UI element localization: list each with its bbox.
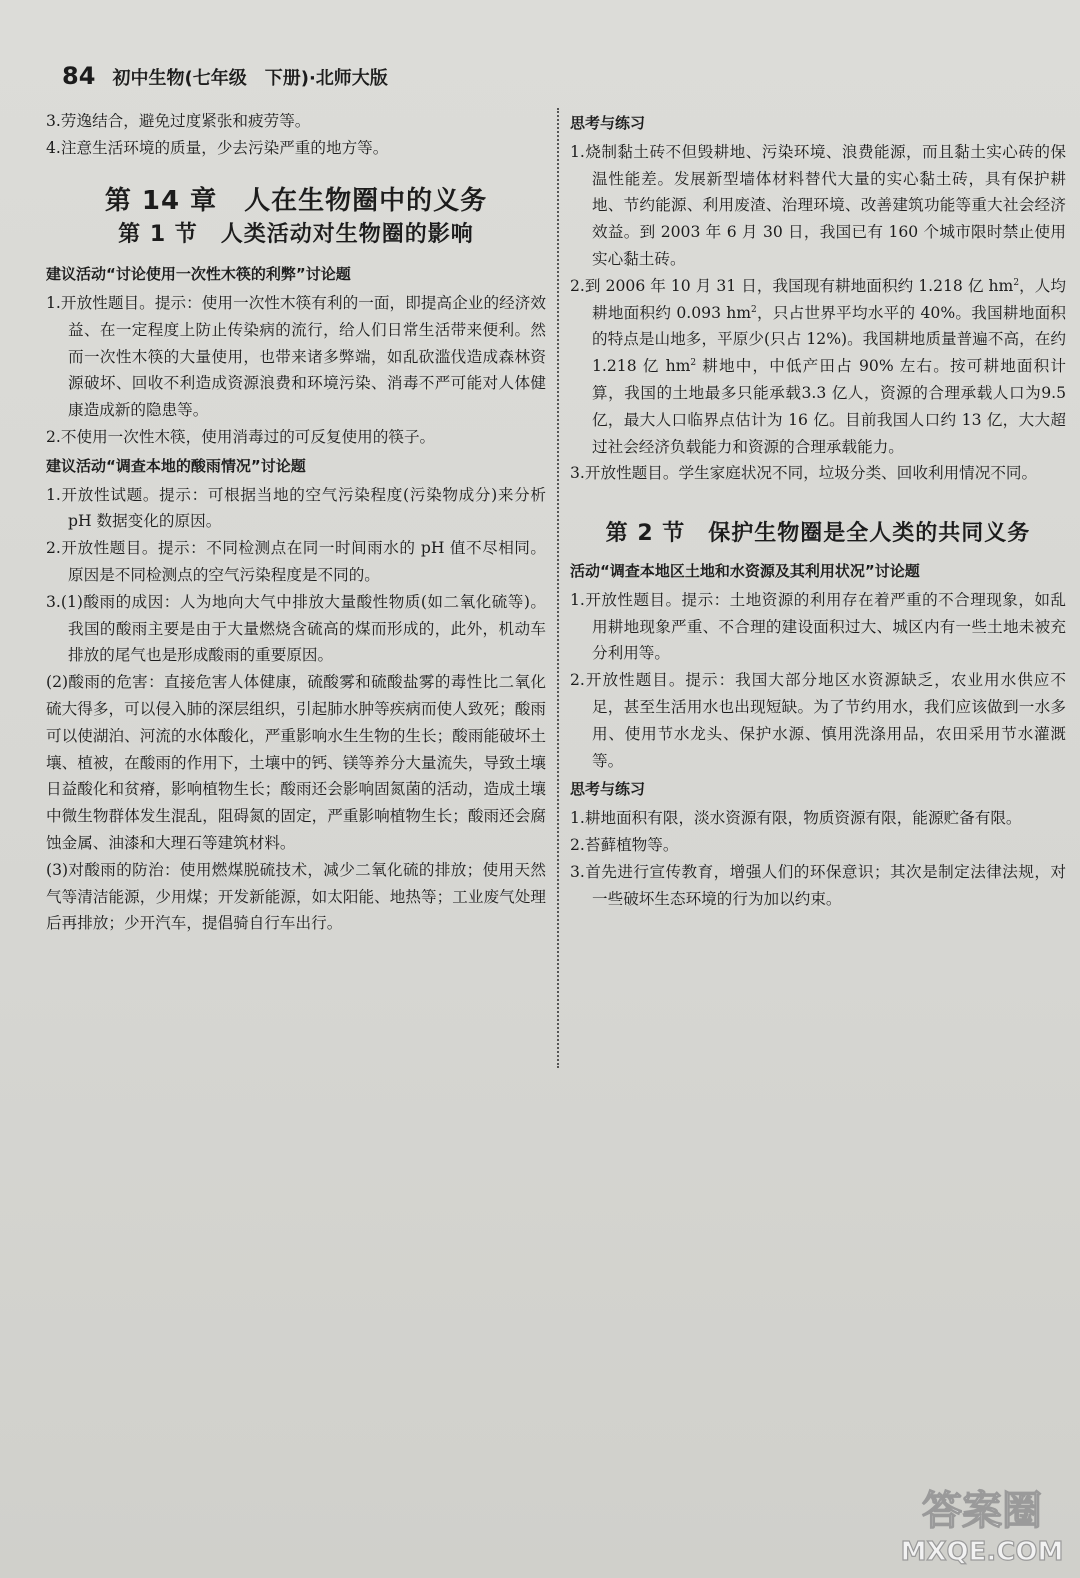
answer-item: 2.不使用一次性木筷，使用消毒过的可反复使用的筷子。: [46, 427, 436, 446]
section-title: 第 2 节 保护生物圈是全人类的共同义务: [605, 521, 1031, 547]
answer-item: 3.(1)酸雨的成因：人为地向大气中排放大量酸性物质(如二氧化硫等)。我国的酸雨主要是由于大量燃烧含硫高的煤而形成的，此外，机动车排放的尾气也是形成酸雨的重要原因。: [46, 592, 546, 665]
practice-heading: 思考与练习: [570, 780, 646, 799]
intro-item: 3.劳逸结合，避免过度紧张和疲劳等。: [46, 112, 311, 130]
answer-item: 1.烧制黏土砖不但毁耕地、污染环境、浪费能源，而且黏土实心砖的保温性能差。发展新型墙体材料替代大量的实心黏土砖，具有保护耕地、节约能源、利用废渣、治理环境、改善建筑功能等重大社会经济效益。到 2003 年 6 月 30 日，我国已有 160 个城市限时禁止使用实心黏土砖。: [570, 142, 1066, 268]
chapter-title: 第 14 章 人在生物圈中的义务: [104, 185, 488, 216]
answer-text: 耕地中，中低产田占 90% 左右。按可耕地面积计算，我国的土地最多只能承载3.3 亿人，资源的合理承载人口为9.5 亿，最大人口临界点估计为 16 亿。目前我国人口约 13 亿，大大超过社会经济负载能力和资源的合理承载能力。: [592, 357, 1067, 456]
section-title: 第 1 节 人类活动对生物圈的影响: [118, 222, 474, 248]
watermark-top: 答案圈: [922, 1488, 1042, 1534]
answer-item: 1.耕地面积有限，淡水资源有限，物质资源有限，能源贮备有限。: [570, 809, 1022, 828]
superscript: 2: [751, 304, 757, 315]
superscript: 2: [690, 357, 697, 368]
activity-heading: 活动“调查本地区土地和水资源及其利用状况”讨论题: [570, 561, 920, 580]
answer-item: 2.开放性题目。提示：我国大部分地区水资源缺乏，农业用水供应不足，甚至生活用水也出现短缺。为了节约用水，我们应该做到一水多用、使用节水龙头、保护水源、慎用洗涤用品，农田采用节水灌溉等。: [570, 671, 1066, 770]
practice-heading: 思考与练习: [570, 114, 646, 132]
answer-text: ，只占世界平均水平的 40%。我国耕地面积的特点是山地多，平原少(只占 12%)。我国耕地质量普遍不高，在约 1.218 亿 hm: [592, 303, 1066, 376]
answer-subitem: (2)酸雨的危害：直接危害人体健康，硫酸雾和硫酸盐雾的毒性比二氧化硫大得多，可以侵入肺的深层组织，引起肺水肿等疾病而使人致死；酸雨可以使湖泊、河流的水体酸化，严重影响水生生物的生长；酸雨能破坏土壤、植被，在酸雨的作用下，土壤中的钙、镁等养分大量流失，导致土壤日益酸化和贫瘠，影响植物生长；酸雨还会影响固氮菌的活动，造成土壤中微生物群体发生混乱，阻碍氮的固定，严重影响植物生长；酸雨还会腐蚀金属、油漆和大理石等建筑材料。: [46, 673, 546, 852]
answer-item: 2.苔藓植物等。: [570, 835, 679, 854]
activity-heading: 建议活动“调查本地的酸雨情况”讨论题: [46, 456, 306, 475]
watermark-logo: [898, 1470, 1066, 1570]
page-number: 84: [62, 62, 96, 90]
page-header: [62, 62, 388, 90]
column-divider: [557, 108, 559, 1068]
answer-text: 2.到 2006 年 10 月 31 日，我国现有耕地面积约 1.218 亿 hm: [570, 276, 1014, 295]
left-column: [46, 108, 546, 937]
superscript: 2: [1013, 277, 1020, 288]
answer-item: [570, 273, 1066, 461]
activity-heading: 建议活动“讨论使用一次性木筷的利弊”讨论题: [46, 265, 351, 284]
watermark-bottom: MXQE.COM: [900, 1537, 1064, 1567]
answer-item: 1.开放性试题。提示：可根据当地的空气污染程度(污染物成分)来分析 pH 数据变化的原因。: [46, 485, 546, 531]
answer-item: 1.开放性题目。提示：土地资源的利用存在着严重的不合理现象，如乱用耕地现象严重、不合理的建设面积过大、城区内有一些土地未被充分利用等。: [570, 590, 1066, 663]
book-title: 初中生物(七年级 下册)·北师大版: [112, 68, 388, 89]
answer-item: 3.首先进行宣传教育，增强人们的环保意识；其次是制定法律法规，对一些破坏生态环境的行为加以约束。: [570, 862, 1066, 908]
answer-item: 2.开放性题目。提示：不同检测点在同一时间雨水的 pH 值不尽相同。原因是不同检测点的空气污染程度是不同的。: [46, 539, 546, 584]
intro-item: 4.注意生活环境的质量，少去污染严重的地方等。: [46, 138, 389, 157]
right-column: [570, 108, 1066, 912]
answer-item: 1.开放性题目。提示：使用一次性木筷有利的一面，即提高企业的经济效益、在一定程度上防止传染病的流行，给人们日常生活带来便利。然而一次性木筷的大量使用，也带来诸多弊端，如乱砍滥伐造成森林资源破坏、回收不利造成资源浪费和环境污染、消毒不严可能对人体健康造成新的隐患等。: [46, 293, 546, 420]
answer-item: 3.开放性题目。学生家庭状况不同，垃圾分类、回收利用情况不同。: [570, 464, 1038, 483]
answer-text: ，人均耕地面积约 0.093 hm: [592, 276, 1066, 322]
answer-subitem: (3)对酸雨的防治：使用燃煤脱硫技术，减少二氧化硫的排放；使用天然气等清洁能源，少用煤；开发新能源，如太阳能、地热等；工业废气处理后再排放；少开汽车，提倡骑自行车出行。: [46, 860, 546, 933]
